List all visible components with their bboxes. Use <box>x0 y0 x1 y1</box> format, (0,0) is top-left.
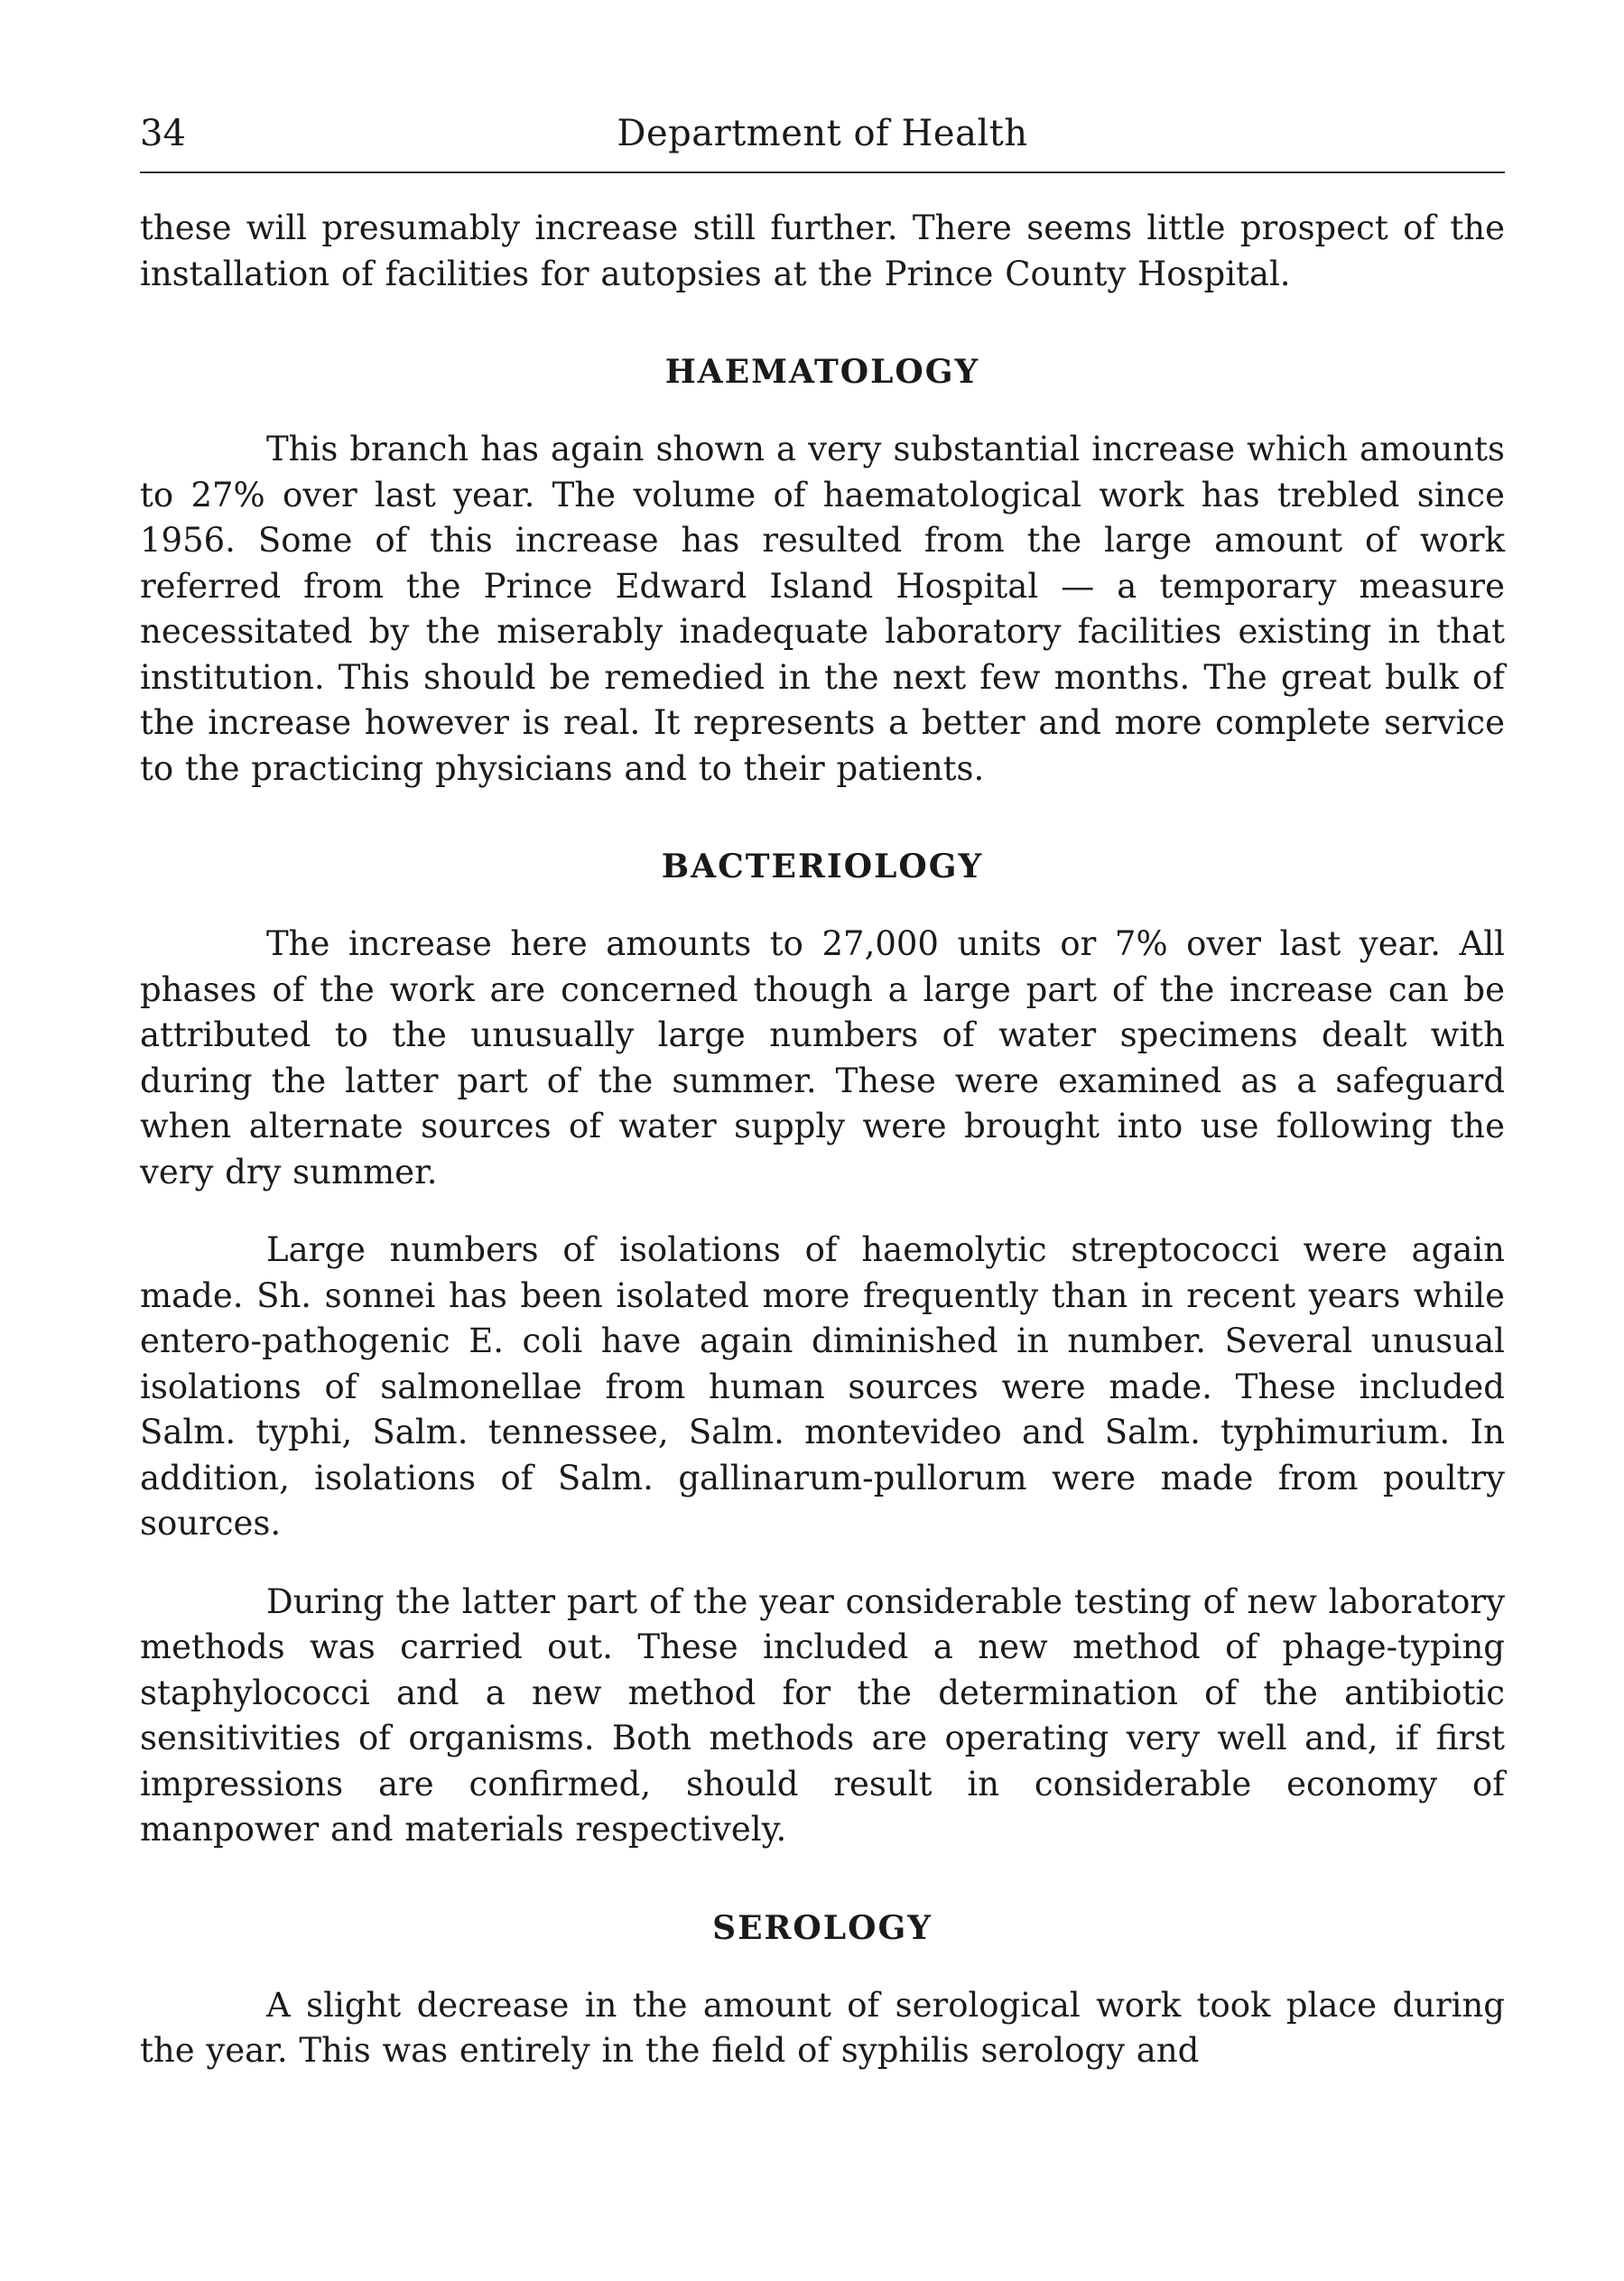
haematology-paragraph: This branch has again shown a very substantial increase which amounts to 27% over last year. The volume of haematological work has trebled since 1956. Some of this increase has resulted from the large amount of work referred from the Prince Edward Island Hospital — a temporary measure necessitated by the miserably inadequate laboratory facilities existing in that institution. This should be remedied in the next few months. The great bulk of the increase however is real. It represents a better and more complete service to the practicing physicians and to their patients. <box>140 430 1505 788</box>
bacteriology-paragraph-3: During the latter part of the year considerable testing of new laboratory methods was carried out. These included a new method of phage-typing staphylococci and a new method for the determination of the antibiotic sensitivities of organisms. Both methods are operating very well and, if first impressions are confirmed, should result in considerable economy of manpower and materials respectively. <box>140 1581 1505 1849</box>
section-heading-bacteriology: BACTERIOLOGY <box>661 848 984 886</box>
page-header <box>140 107 1505 161</box>
paragraph-spacer <box>140 1547 1505 1580</box>
intro-paragraph: these will presumably increase still further. There seems little prospect of the installation of facilities for autopsies at the Prince County Hospital. <box>140 209 1505 293</box>
bacteriology-paragraph-2: Large numbers of isolations of haemolytic streptococci were again made. Sh. sonnei has been isolated more frequently than in recent years while entero-pathogenic E. coli have again diminished in number. Several unusual isolations of salmonellae from human sources were made. These included Salm. typhi, Salm. tennessee, Salm. montevideo and Salm. typhimurium. In addition, isolations of Salm. gallinarum-pullorum were made from poultry sources. <box>140 1230 1505 1543</box>
paragraph-spacer <box>140 1195 1505 1228</box>
body-text <box>140 206 1505 2074</box>
section-heading-haematology: HAEMATOLOGY <box>664 353 980 391</box>
header-rule <box>140 172 1505 173</box>
section-heading-serology: SEROLOGY <box>712 1908 933 1947</box>
serology-paragraph: A slight decrease in the amount of serological work took place during the year. This was entirely in the field of syphilis serology and <box>140 1985 1505 2070</box>
running-title: Department of Health <box>617 113 1028 154</box>
page-number: 34 <box>140 113 186 154</box>
bacteriology-paragraph-1: The increase here amounts to 27,000 units or 7% over last year. All phases of the work are concerned though a large part of the increase can be attributed to the unusually large numbers of water specimens dealt with during the latter part of the summer. These were examined as a safeguard when alternate sources of water supply were brought into use following the very dry summer. <box>140 924 1505 1191</box>
